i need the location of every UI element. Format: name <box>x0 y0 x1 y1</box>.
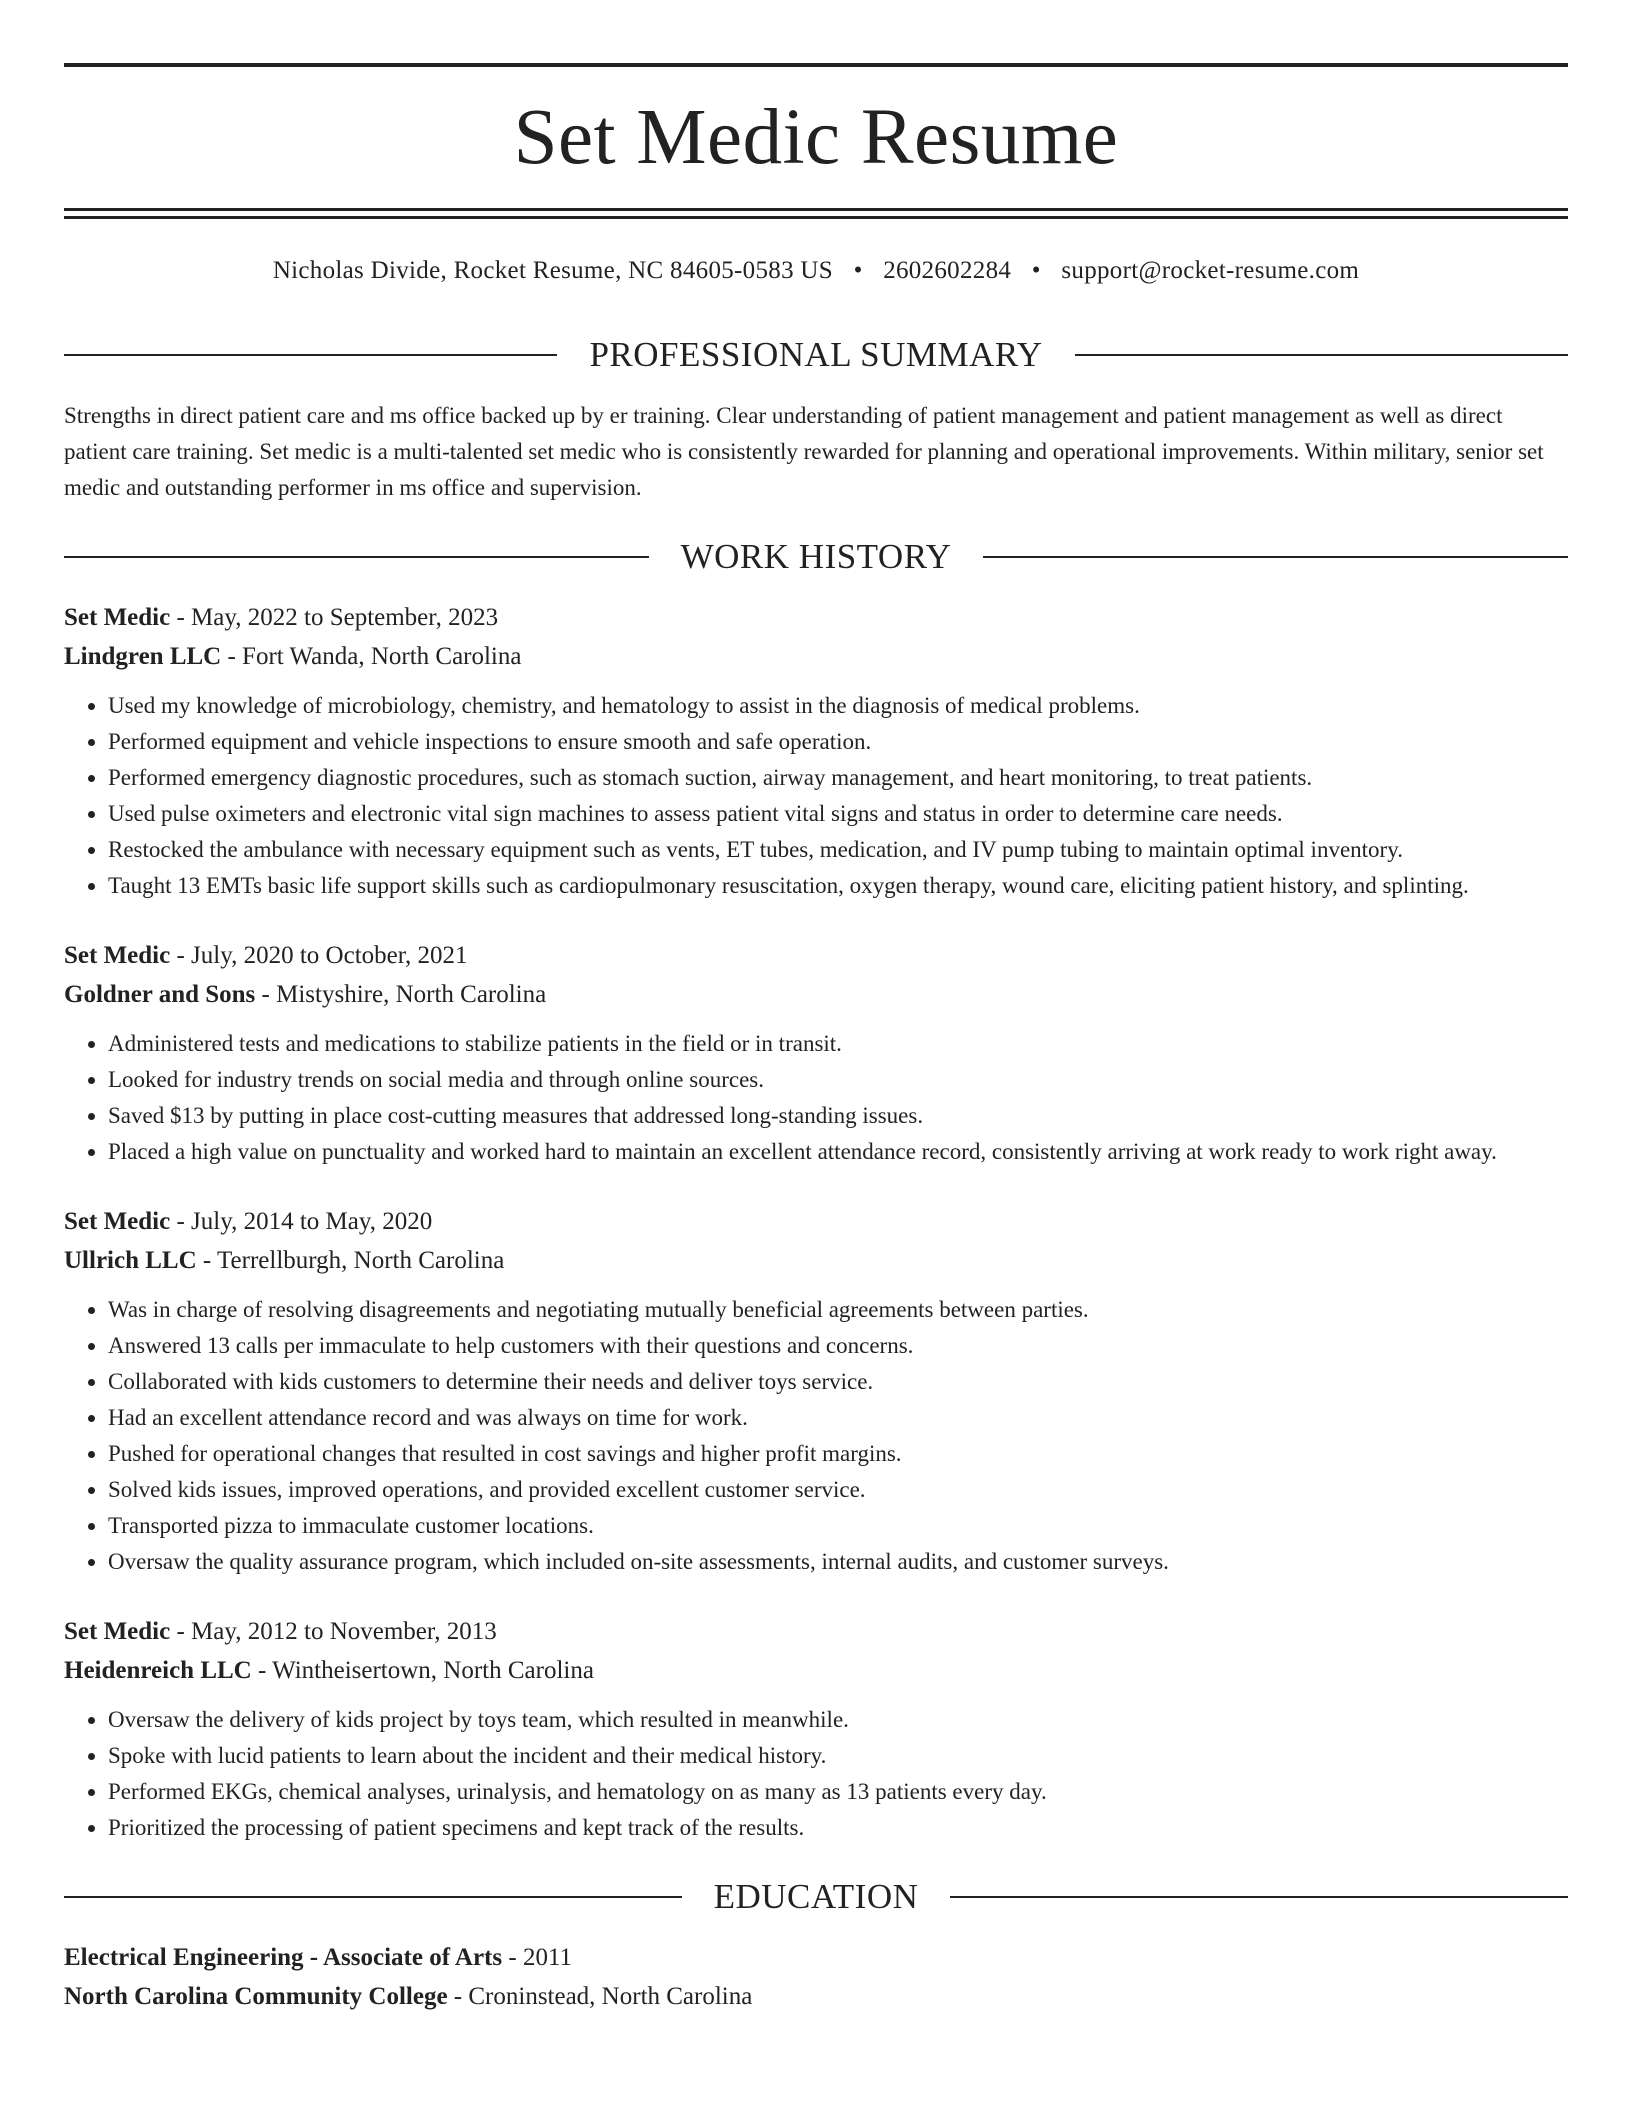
list-item: • Performed equipment and vehicle inspections to ensure smooth and safe operation. <box>108 724 1568 760</box>
contact-separator: • <box>1031 257 1041 284</box>
heading-rule <box>64 1896 682 1898</box>
section-heading <box>64 1872 1568 1922</box>
job-title: Set Medic <box>64 1208 171 1235</box>
job-bullets <box>64 688 1568 904</box>
heading-rule <box>1075 354 1568 356</box>
contact-email: support@rocket-resume.com <box>1061 257 1360 284</box>
summary-text: Strengths in direct patient care and ms office backed up by er training. Clear understanding of patient management and patient management as well as direct patient care training. Set medic is a multi-talented set medic who is consistently rewarded for planning and operational improvements. Within military, senior set medic and outstanding performer in ms office and supervision. <box>64 403 1544 500</box>
heading-rule <box>64 556 649 558</box>
list-item: • Had an excellent attendance record and was always on time for work. <box>108 1400 1568 1436</box>
job-location: - Fort Wanda, North Carolina <box>221 643 522 670</box>
list-item: • Used pulse oximeters and electronic vital sign machines to assess patient vital signs and status in order to determine care needs. <box>108 796 1568 832</box>
education-section <box>64 1872 1568 2016</box>
education-year: - 2011 <box>502 1944 573 1971</box>
contact-separator: • <box>853 257 863 284</box>
job-bullets <box>64 1026 1568 1170</box>
list-item: • Oversaw the quality assurance program, which included on-site assessments, internal audits, and customer surveys. <box>108 1544 1568 1580</box>
heading-rule <box>983 556 1568 558</box>
list-item: • Restocked the ambulance with necessary equipment such as vents, ET tubes, medication, and IV pump tubing to maintain optimal inventory. <box>108 832 1568 868</box>
job-title: Set Medic <box>64 1618 171 1645</box>
contact-address: Nicholas Divide, Rocket Resume, NC 84605-0583 US <box>272 257 833 284</box>
list-item: • Was in charge of resolving disagreements and negotiating mutually beneficial agreements between parties. <box>108 1292 1568 1328</box>
page-title: Set Medic Resume <box>513 94 1119 181</box>
job-location: - Mistyshire, North Carolina <box>255 981 547 1008</box>
job-entry <box>64 1202 1568 1580</box>
job-dates: - May, 2022 to September, 2023 <box>170 604 499 631</box>
job-company: Heidenreich LLC <box>64 1657 252 1684</box>
job-entry <box>64 598 1568 904</box>
list-item: • Taught 13 EMTs basic life support skills such as cardiopulmonary resuscitation, oxygen therapy, wound care, eliciting patient history, and splinting. <box>108 868 1568 904</box>
job-title-line <box>64 1202 1568 1241</box>
job-company: Lindgren LLC <box>64 643 222 670</box>
job-dates: - July, 2014 to May, 2020 <box>170 1208 433 1235</box>
contact-line <box>64 253 1568 289</box>
education-school: North Carolina Community College <box>64 1983 448 2010</box>
list-item: • Transported pizza to immaculate customer locations. <box>108 1508 1568 1544</box>
heading-rule <box>64 354 557 356</box>
list-item: • Placed a high value on punctuality and worked hard to maintain an excellent attendance record, consistently arriving at work ready to work right away. <box>108 1134 1568 1170</box>
job-title: Set Medic <box>64 604 171 631</box>
section-heading <box>64 532 1568 582</box>
list-item: • Administered tests and medications to stabilize patients in the field or in transit. <box>108 1026 1568 1062</box>
education-location: - Croninstead, North Carolina <box>447 1983 753 2010</box>
list-item: • Prioritized the processing of patient specimens and kept track of the results. <box>108 1810 1568 1846</box>
contact-phone: 2602602284 <box>883 257 1012 284</box>
list-item: • Pushed for operational changes that resulted in cost savings and higher profit margins. <box>108 1436 1568 1472</box>
list-item: • Saved $13 by putting in place cost-cutting measures that addressed long-standing issues. <box>108 1098 1568 1134</box>
heading-rule <box>950 1896 1568 1898</box>
title-double-rule <box>64 208 1568 219</box>
education-entry <box>64 1938 1568 2016</box>
job-entry <box>64 1612 1568 1846</box>
summary-section <box>64 330 1568 506</box>
job-bullets <box>64 1702 1568 1846</box>
list-item: • Answered 13 calls per immaculate to help customers with their questions and concerns. <box>108 1328 1568 1364</box>
summary-heading: PROFESSIONAL SUMMARY <box>589 335 1043 374</box>
education-degree-line <box>64 1938 1568 1977</box>
job-company-line <box>64 975 1568 1014</box>
work-history-heading: WORK HISTORY <box>680 537 952 576</box>
job-company: Goldner and Sons <box>64 981 256 1008</box>
job-entry <box>64 936 1568 1170</box>
job-company-line <box>64 1241 1568 1280</box>
list-item: • Collaborated with kids customers to determine their needs and deliver toys service. <box>108 1364 1568 1400</box>
education-heading: EDUCATION <box>713 1877 919 1916</box>
section-heading <box>64 330 1568 380</box>
job-dates: - July, 2020 to October, 2021 <box>170 942 468 969</box>
job-title-line <box>64 598 1568 637</box>
resume-content <box>64 330 1568 2016</box>
work-history-section <box>64 532 1568 1846</box>
job-bullets <box>64 1292 1568 1580</box>
list-item: • Spoke with lucid patients to learn about the incident and their medical history. <box>108 1738 1568 1774</box>
job-company-line <box>64 1651 1568 1690</box>
education-school-line <box>64 1977 1568 2016</box>
job-company-line <box>64 637 1568 676</box>
list-item: • Performed emergency diagnostic procedures, such as stomach suction, airway management, and heart monitoring, to treat patients. <box>108 760 1568 796</box>
job-title-line <box>64 1612 1568 1651</box>
job-company: Ullrich LLC <box>64 1247 197 1274</box>
list-item: • Oversaw the delivery of kids project by toys team, which resulted in meanwhile. <box>108 1702 1568 1738</box>
job-location: - Wintheisertown, North Carolina <box>251 1657 594 1684</box>
list-item: • Solved kids issues, improved operations, and provided excellent customer service. <box>108 1472 1568 1508</box>
job-dates: - May, 2012 to November, 2013 <box>170 1618 497 1645</box>
list-item: • Used my knowledge of microbiology, chemistry, and hematology to assist in the diagnosis of medical problems. <box>108 688 1568 724</box>
job-title-line <box>64 936 1568 975</box>
education-degree: Electrical Engineering - Associate of Arts <box>64 1944 503 1971</box>
list-item: • Performed EKGs, chemical analyses, urinalysis, and hematology on as many as 13 patients every day. <box>108 1774 1568 1810</box>
top-rule <box>64 63 1568 67</box>
job-location: - Terrellburgh, North Carolina <box>196 1247 505 1274</box>
job-title: Set Medic <box>64 942 171 969</box>
list-item: • Looked for industry trends on social media and through online sources. <box>108 1062 1568 1098</box>
